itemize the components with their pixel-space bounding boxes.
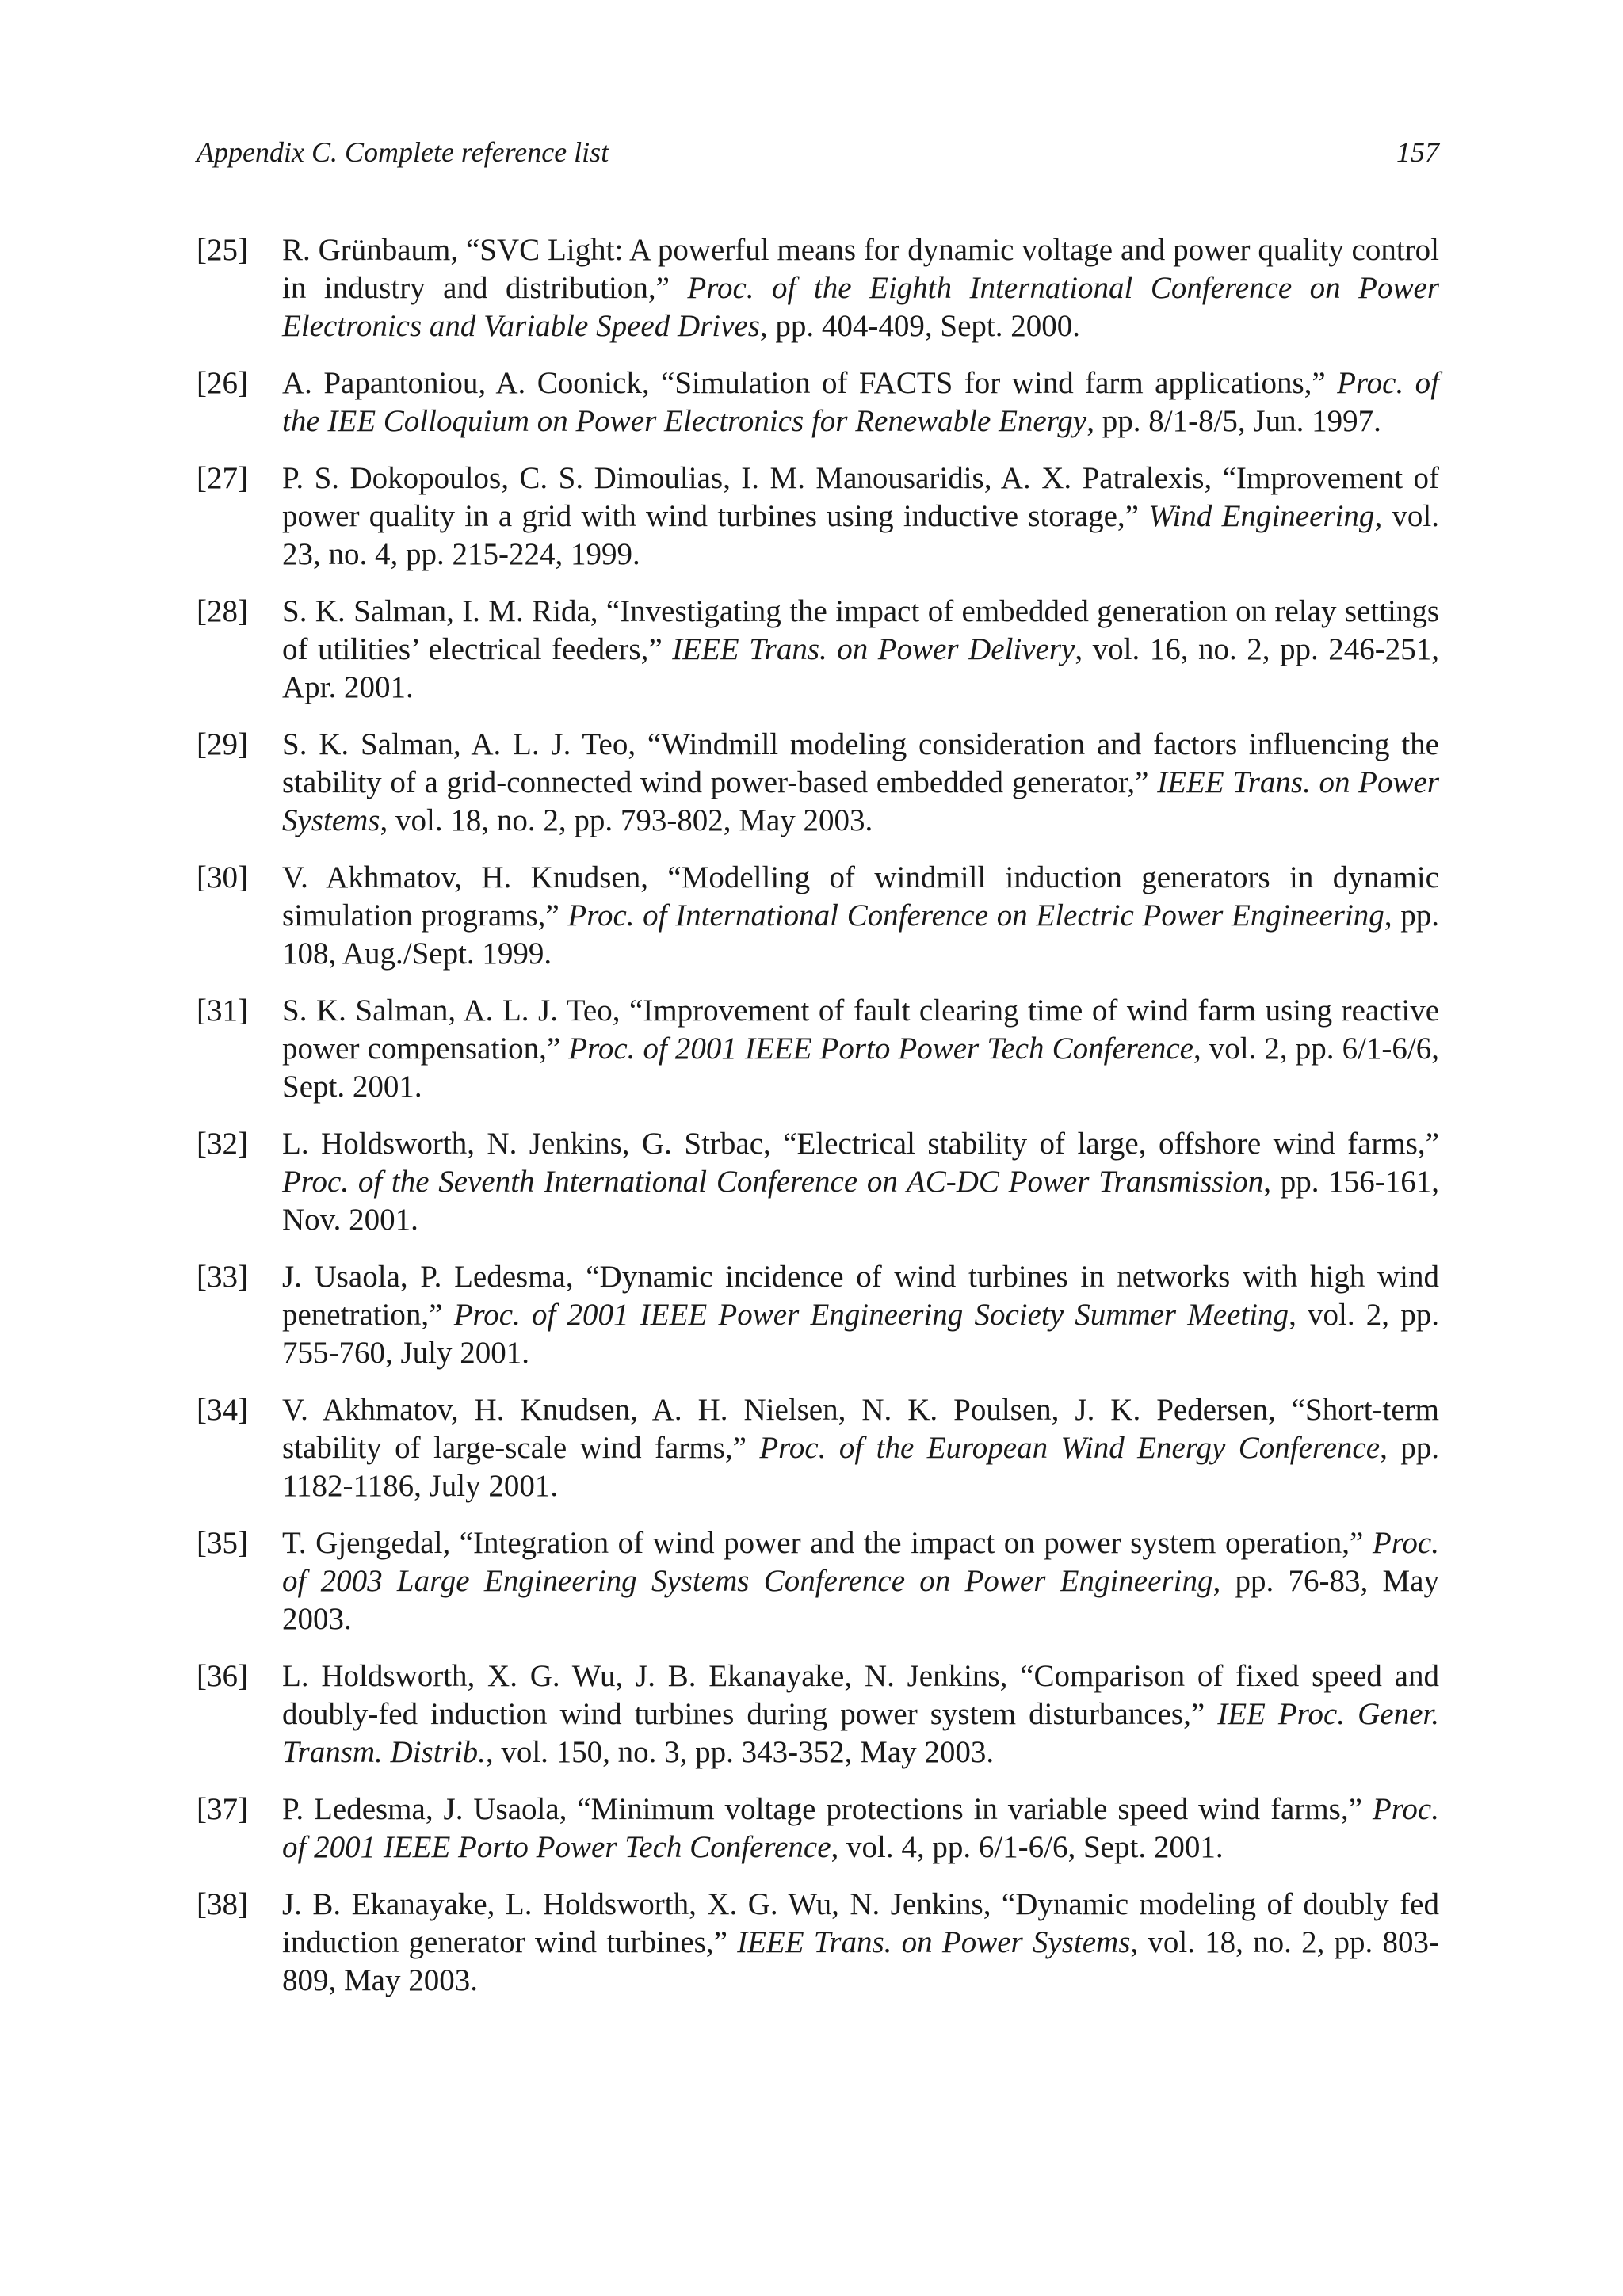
reference-text-segment: P. S. Dokopoulos, C. S. Dimoulias, I. M. Manousaridis, A. X. Patralexis, “Improvement of power quality in a grid with wind turbines using inductive storage,” [282, 461, 1439, 533]
reference-number: [38] [197, 1887, 248, 1921]
reference-text-segment: S. K. Salman, A. L. J. Teo, “Windmill modeling consideration and factors influencing the stability of a grid-connected wind power-based embedded generator,” [282, 727, 1439, 799]
reference-source-title: Wind Engineering [1148, 499, 1375, 533]
reference-entry [197, 231, 1439, 345]
reference-number: [26] [197, 366, 248, 400]
reference-text-segment: , vol. 150, no. 3, pp. 343-352, May 2003. [485, 1735, 995, 1769]
reference-text-segment: , pp. 156-161, Nov. 2001. [282, 1165, 1439, 1237]
reference-source-title: Proc. of International Conference on Electric Power Engineering [567, 898, 1384, 933]
reference-entry [197, 1258, 1439, 1372]
reference-source-title: Proc. of the European Wind Energy Conference [759, 1431, 1381, 1465]
reference-text [282, 594, 1439, 704]
reference-text [282, 461, 1439, 571]
reference-text [282, 1127, 1439, 1237]
reference-source-title: Proc. of 2001 IEEE Porto Power Tech Conference [282, 1792, 1439, 1864]
reference-entry [197, 726, 1439, 840]
reference-text-segment: , vol. 2, pp. 755-760, July 2001. [282, 1298, 1440, 1370]
reference-entry [197, 859, 1439, 973]
reference-text [282, 1659, 1439, 1769]
reference-list [197, 231, 1439, 2019]
reference-number: [35] [197, 1526, 248, 1560]
reference-source-title: Proc. of 2001 IEEE Porto Power Tech Conference [568, 1032, 1193, 1066]
reference-text-segment: , pp. 1182-1186, July 2001. [282, 1431, 1439, 1503]
reference-text-segment: , pp. 404-409, Sept. 2000. [759, 309, 1080, 343]
reference-text-segment: J. Usaola, P. Ledesma, “Dynamic incidence of wind turbines in networks with high wind penetration,” [282, 1260, 1439, 1332]
reference-text-segment: P. Ledesma, J. Usaola, “Minimum voltage protections in variable speed wind farms,” [282, 1792, 1373, 1826]
reference-text [282, 1393, 1439, 1503]
reference-text-segment: , vol. 23, no. 4, pp. 215-224, 1999. [282, 499, 1440, 571]
reference-text-segment: , pp. 8/1-8/5, Jun. 1997. [1086, 404, 1381, 438]
running-header-title: Appendix C. Complete reference list [197, 136, 609, 168]
reference-number: [25] [197, 233, 248, 267]
reference-text-segment: , vol. 16, no. 2, pp. 246-251, Apr. 2001. [282, 632, 1439, 704]
reference-source-title: IEEE Trans. on Power Systems [737, 1925, 1131, 1959]
reference-source-title: IEEE Trans. on Power Systems [282, 765, 1439, 837]
reference-source-title: Proc. of the Eighth International Conference on Power Electronics and Variable Speed Drives [282, 271, 1439, 343]
reference-text-segment: S. K. Salman, I. M. Rida, “Investigating the impact of embedded generation on relay settings of utilities’ electrical feeders,” [282, 594, 1439, 666]
reference-text [282, 727, 1439, 837]
reference-text [282, 233, 1439, 343]
reference-entry [197, 1125, 1439, 1239]
reference-text [282, 1887, 1439, 1997]
reference-text-segment: L. Holdsworth, N. Jenkins, G. Strbac, “Electrical stability of large, offshore wind farms,” [282, 1127, 1439, 1161]
reference-entry [197, 364, 1439, 441]
reference-number: [31] [197, 994, 248, 1028]
reference-entry [197, 992, 1439, 1106]
reference-number: [33] [197, 1260, 248, 1294]
page-number: 157 [1396, 136, 1439, 168]
reference-number: [36] [197, 1659, 248, 1693]
page-header [197, 133, 1439, 171]
reference-entry [197, 1791, 1439, 1867]
reference-text-segment: A. Papantoniou, A. Coonick, “Simulation of FACTS for wind farm applications,” [282, 366, 1338, 400]
reference-number: [29] [197, 727, 248, 761]
reference-number: [32] [197, 1127, 248, 1161]
reference-text-segment: , vol. 4, pp. 6/1-6/6, Sept. 2001. [831, 1830, 1224, 1864]
reference-text-segment: J. B. Ekanayake, L. Holdsworth, X. G. Wu, N. Jenkins, “Dynamic modeling of doubly fed induction generator wind turbines,” [282, 1887, 1439, 1959]
reference-text [282, 994, 1439, 1104]
reference-text-segment: V. Akhmatov, H. Knudsen, “Modelling of windmill induction generators in dynamic simulation programs,” [282, 860, 1439, 933]
reference-entry [197, 460, 1439, 574]
reference-entry [197, 1657, 1439, 1772]
reference-source-title: IEEE Trans. on Power Delivery [672, 632, 1075, 666]
reference-text-segment: , vol. 2, pp. 6/1-6/6, Sept. 2001. [282, 1032, 1439, 1104]
reference-text-segment: S. K. Salman, A. L. J. Teo, “Improvement of fault clearing time of wind farm using reactive power compensation,” [282, 994, 1439, 1066]
reference-text [282, 1526, 1439, 1636]
reference-entry [197, 1886, 1439, 2000]
reference-number: [27] [197, 461, 248, 495]
reference-text [282, 366, 1439, 438]
reference-number: [34] [197, 1393, 248, 1427]
reference-number: [28] [197, 594, 248, 628]
reference-source-title: Proc. of 2001 IEEE Power Engineering Society Summer Meeting [453, 1298, 1289, 1332]
reference-number: [30] [197, 860, 248, 894]
reference-text-segment: V. Akhmatov, H. Knudsen, A. H. Nielsen, N. K. Poulsen, J. K. Pedersen, “Short-term stability of large-scale wind farms,” [282, 1393, 1439, 1465]
reference-text-segment: , vol. 18, no. 2, pp. 803-809, May 2003. [282, 1925, 1439, 1997]
reference-text [282, 1792, 1439, 1864]
reference-text-segment: , vol. 18, no. 2, pp. 793-802, May 2003. [380, 803, 873, 837]
reference-text-segment: L. Holdsworth, X. G. Wu, J. B. Ekanayake, N. Jenkins, “Comparison of fixed speed and doubly-fed induction wind turbines during power system disturbances,” [282, 1659, 1439, 1731]
reference-text [282, 1260, 1439, 1370]
reference-text-segment: R. Grünbaum, “SVC Light: A powerful means for dynamic voltage and power quality control in industry and distribution,” [282, 233, 1439, 305]
reference-source-title: Proc. of the Seventh International Conference on AC-DC Power Transmission [282, 1165, 1264, 1199]
reference-source-title: Proc. of the IEE Colloquium on Power Electronics for Renewable Energy [282, 366, 1439, 438]
reference-text [282, 860, 1439, 971]
reference-text-segment: , pp. 108, Aug./Sept. 1999. [282, 898, 1439, 971]
reference-text-segment: , pp. 76-83, May 2003. [282, 1564, 1439, 1636]
reference-source-title: Proc. of 2003 Large Engineering Systems Conference on Power Engineering [282, 1526, 1439, 1598]
reference-entry [197, 1524, 1439, 1638]
reference-number: [37] [197, 1792, 248, 1826]
reference-text-segment: T. Gjengedal, “Integration of wind power and the impact on power system operation,” [282, 1526, 1373, 1560]
reference-entry [197, 593, 1439, 707]
reference-entry [197, 1391, 1439, 1505]
reference-source-title: IEE Proc. Gener. Transm. Distrib. [282, 1697, 1439, 1769]
